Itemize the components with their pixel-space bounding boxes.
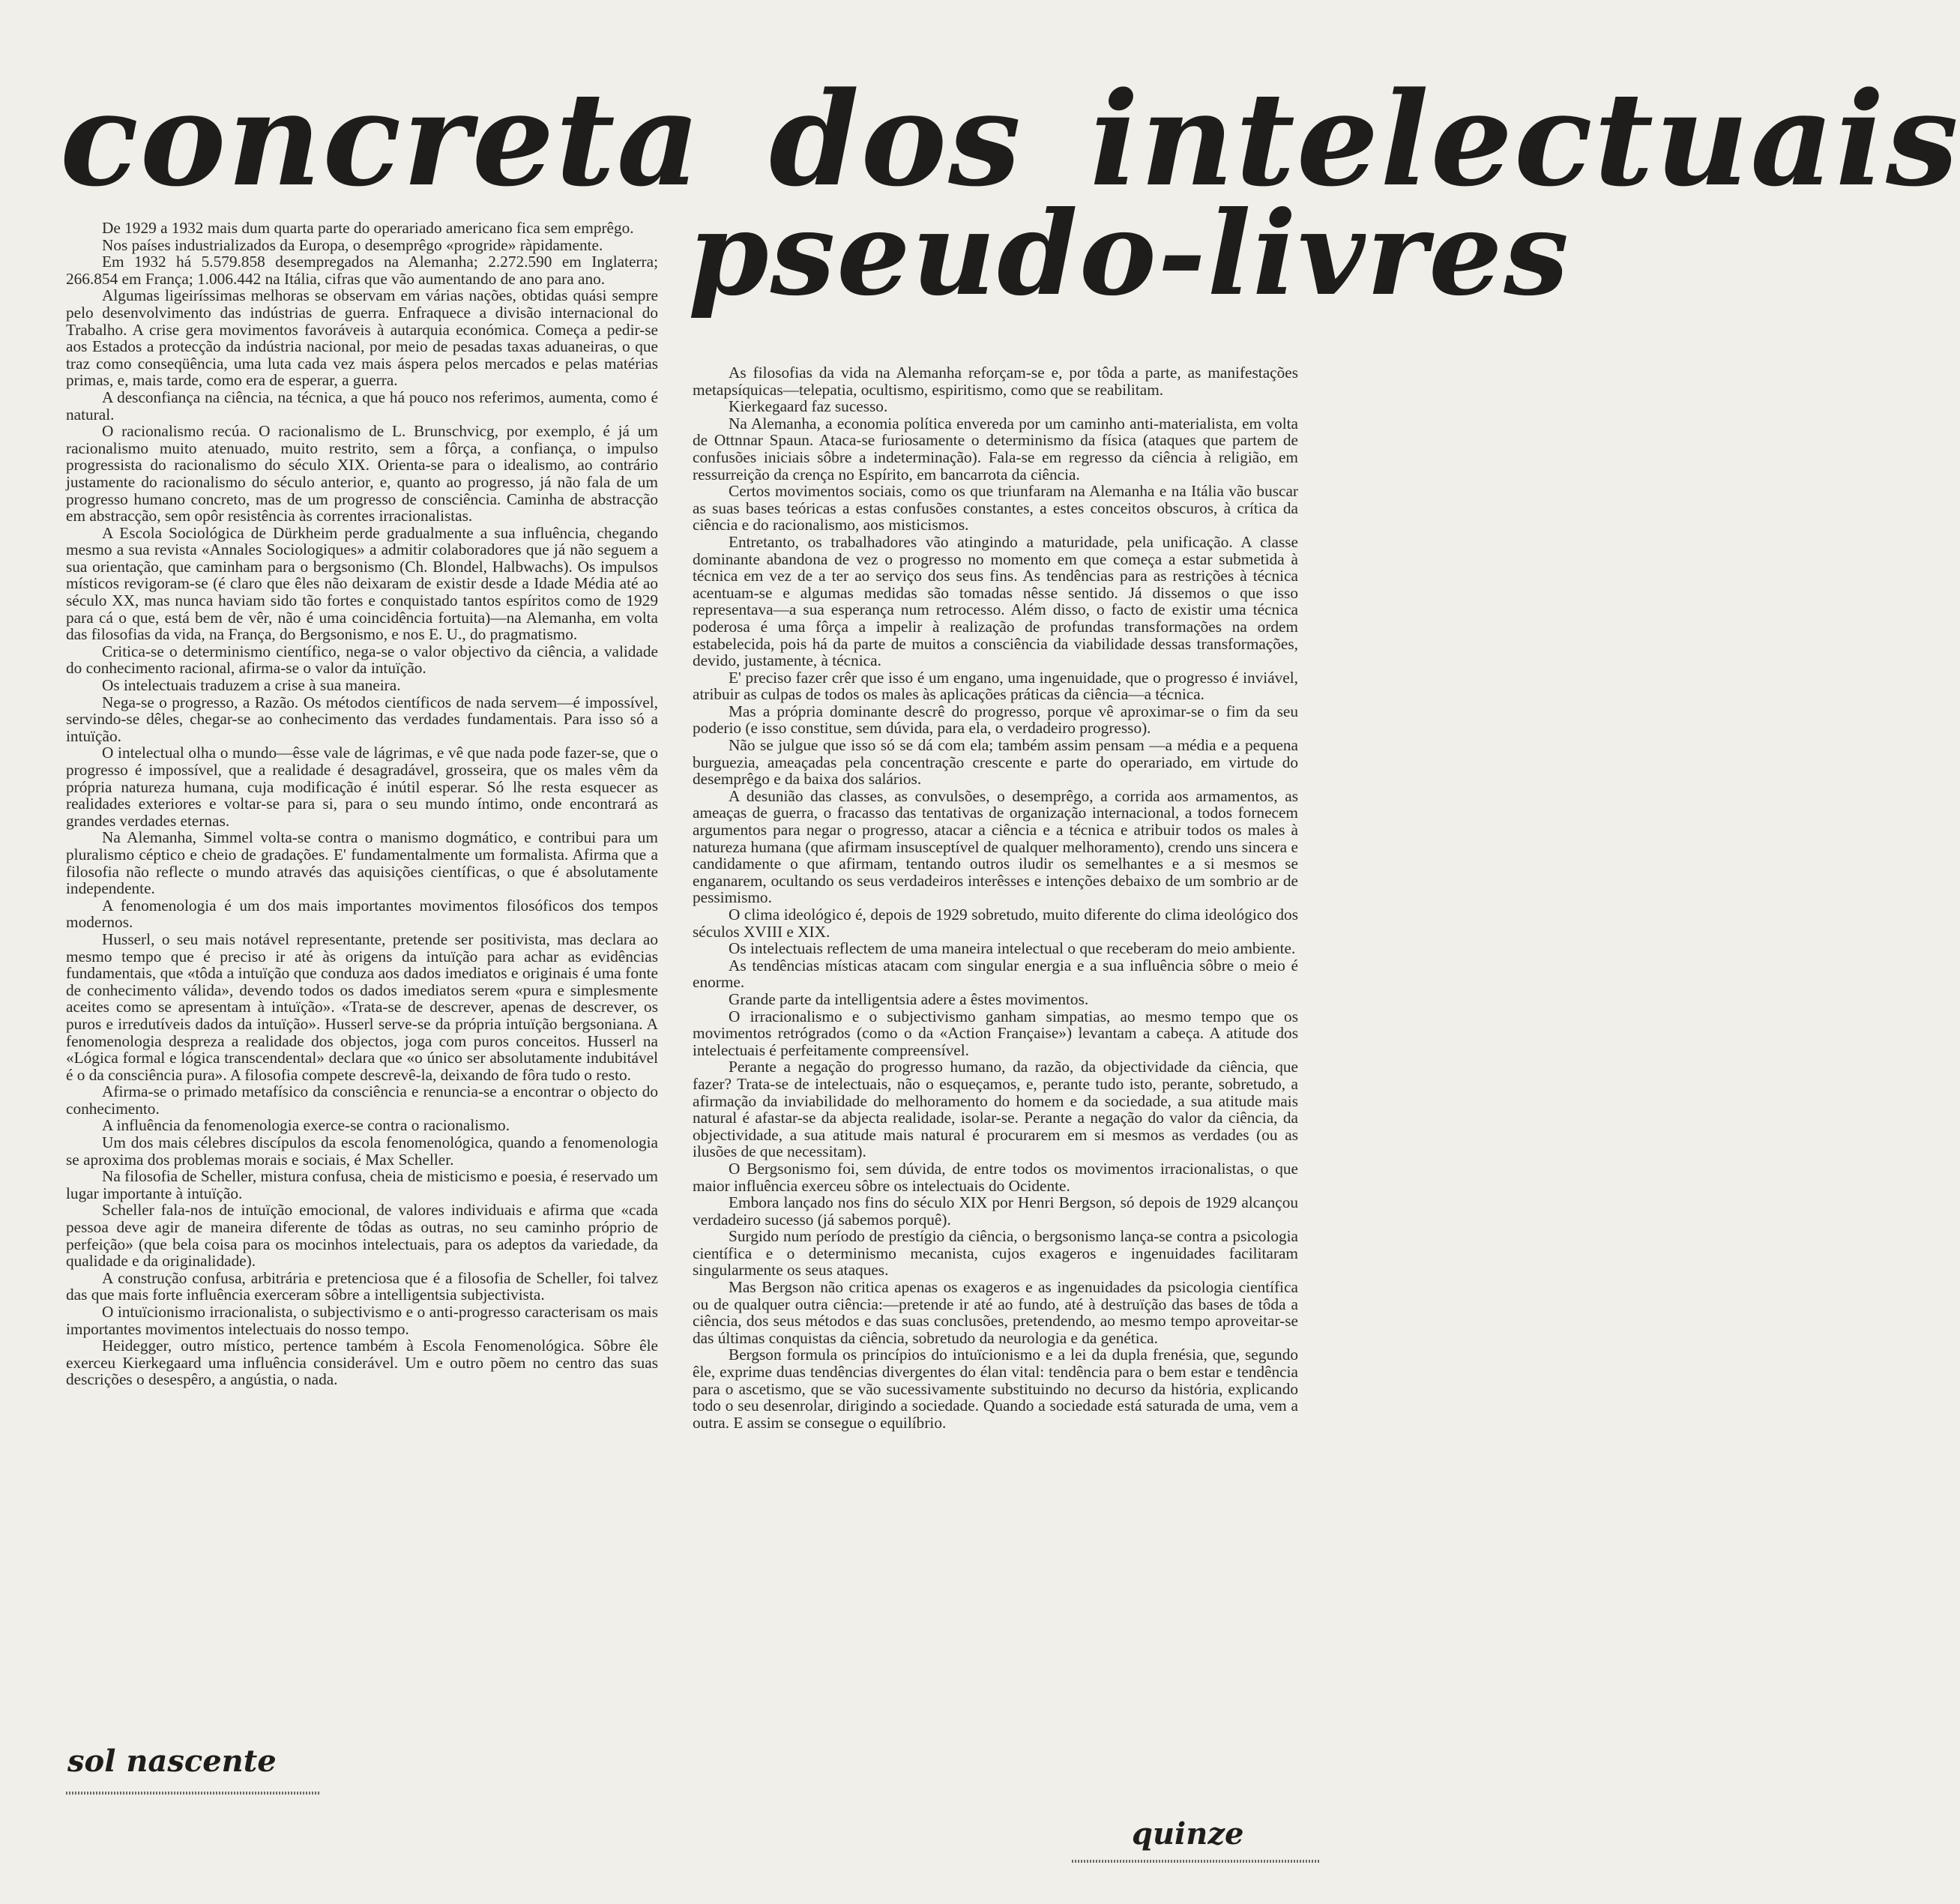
paragraph: Embora lançado nos fins do século XIX por Henri Bergson, só depois de 1929 alcançou verdadeiro sucesso (já sabemos porquê). <box>693 1193 1298 1229</box>
paragraph: As filosofias da vida na Alemanha reforçam-se e, por tôda a parte, as manifestações metapsíquicas—telepatia, ocultismo, espiritismo, como que se reabilitam. <box>693 364 1298 399</box>
paragraph: A influência da fenomenologia exerce-se contra o racionalismo. <box>102 1116 510 1135</box>
paragraph: Nos países industrializados da Europa, o desemprêgo «progride» ràpidamente. <box>102 235 603 254</box>
paragraph: Scheller fala-nos de intuïção emocional, de valores individuais e afirma que «cada pessoa deve agir de maneira diferente de tôdas as outras, no seu caminho próprio de perfeição» (que bela coisa para os mocinhos intelectuais, para os adeptos da variedade, da qualidade e da originalidade). <box>66 1201 658 1271</box>
paragraph: Os intelectuais reflectem de uma maneira intelectual o que receberam do meio ambiente. <box>729 939 1296 958</box>
paragraph: Grande parte da intelligentsia adere a êstes movimentos. <box>729 989 1089 1008</box>
footer-publication-name: sol nascente <box>67 1744 277 1779</box>
paragraph: Critica-se o determinismo científico, nega-se o valor objectivo da ciência, a validade do conhecimento racional, afirma-se o valor da intuïção. <box>66 642 658 678</box>
paragraph: O clima ideológico é, depois de 1929 sobretudo, muito diferente do clima ideológico dos séculos XVIII e XIX. <box>693 906 1298 941</box>
headline-word-3: intelectuais <box>1090 63 1960 215</box>
paragraph: Nega-se o progresso, a Razão. Os métodos científicos de nada servem—é impossível, servindo-se dêles, chegar-se ao conhecimento das verdades fundamentais. Para isso só a intuïção. <box>66 693 658 745</box>
paragraph: A fenomenologia é um dos mais importantes movimentos filosóficos dos tempos modernos. <box>66 896 658 932</box>
paragraph: Na Alemanha, Simmel volta-se contra o manismo dogmático, e contribui para um pluralismo céptico e cheio de gradações. E' fundamentalmente um formalista. Afirma que a filosofia não reflecte o mundo através das aquisições científicas, o que é absolutamente independente. <box>66 828 658 898</box>
footer-page-number: quinze <box>1132 1816 1244 1852</box>
paragraph: O irracionalismo e o subjectivismo ganham simpatias, ao mesmo tempo que os movimentos retrógrados (como o da «Action Française») levantam a cabeça. A atitude dos intelectuais é perfeitamente compreensível. <box>693 1007 1298 1059</box>
paragraph: Na filosofia de Scheller, mistura confusa, cheia de misticismo e poesia, é reservado um lugar importante à intuïção. <box>66 1167 658 1202</box>
paragraph: O Bergsonismo foi, sem dúvida, de entre todos os movimentos irracionalistas, o que maior influência exerceu sôbre os intelectuais do Ocidente. <box>693 1159 1298 1195</box>
paragraph: Kierkegaard faz sucesso. <box>729 397 888 416</box>
paragraph: E' preciso fazer crêr que isso é um engano, uma ingenuidade, que o progresso é inviável, atribuir as culpas de todos os males às aplicações práticas da ciência—a técnica. <box>693 668 1298 704</box>
paragraph: Em 1932 há 5.579.858 desempregados na Alemanha; 2.272.590 em Inglaterra; 266.854 em França; 1.006.442 na Itália, cifras que vão aumentando de ano para ano. <box>66 253 658 288</box>
paragraph: O intuïcionismo irracionalista, o subjectivismo e o anti-progresso caracterisam os mais importantes movimentos intelectuais do nosso tempo. <box>66 1303 658 1338</box>
paragraph: A Escola Sociológica de Dürkheim perde gradualmente a sua influência, chegando mesmo a sua revista «Annales Sociologiques» a admitir colaboradores que já não seguem a sua orientação, que caminham para o bergsonismo (Ch. Blondel, Halbwachs). Os impulsos místicos revigoram-se (é claro que êles não deixaram de existir desde a Idade Média até ao século XX, mas nunca haviam sido tão fortes e conquistado tantos espíritos como de 1929 para cá o que, está bem de vêr, não é uma coincidência fortuita)—na Alemanha, em volta das filosofias da vida, na França, do Bergsonismo, e nos E. U., do pragmatismo. <box>66 523 658 644</box>
paragraph: Na Alemanha, a economia política enveredа por um caminho anti-materialista, em volta de Ottnnar Spaun. Ataca-se furiosamente o determinismo da física (ataques que partem de confusões iniciais sôbre a indeterminação). Fala-se em regresso da ciência à religião, em ressurreição da crença no Espírito, em bancarrota da ciência. <box>693 414 1298 483</box>
paragraph: Um dos mais célebres discípulos da escola fenomenológica, quando a fenomenologia se aproxima dos problemas morais e sociais, é Max Scheller. <box>66 1133 658 1169</box>
paragraph: De 1929 a 1932 mais dum quarta parte do operariado americano fica sem emprêgo. <box>102 219 634 237</box>
paragraph: Bergson formula os princípios do intuïcionismo e a lei da dupla frenésia, que, segundo êle, exprime duas tendências divergentes do élan vital: tendência para o bem estar e tendência para o ascetismo, que se vão sucessivamente substituindo no decurso da história, explicando todo o seu desenrolar, dirigindo a sociedade. Quando a sociedade está saturada de uma, vem a outra. E assim se consegue o equilíbrio. <box>693 1346 1298 1432</box>
paragraph: Afirma-se o primado metafísico da consciência e renuncia-se a encontrar o objecto do conhecimento. <box>66 1082 658 1118</box>
paragraph: Mas a própria dominante descrê do progresso, porque vê aproximar-se o fim da seu poderio (e isso constitue, sem dúvida, para ela, o verdadeiro progresso). <box>693 702 1298 738</box>
paragraph: Certos movimentos sociais, como os que triunfaram na Alemanha e na Itália vão buscar as suas bases teóricas a estas confusões constantes, a estes conceitos obscuros, à crítica da ciência e do racionalismo, aos misticismos. <box>693 482 1298 534</box>
paragraph: O intelectual olha o mundo—êsse vale de lágrimas, e vê que nada pode fazer-se, que o progresso é impossível, que a realidade é desagradável, grosseira, que os males vêm da própria natureza humana, cuja modificação é inútil esperar. Só lhe resta esquecer as realidades exteriores e voltar-se para si, para o seu mundo íntimo, onde encontrará as grandes verdades eternas. <box>66 744 658 830</box>
paragraph: Mas Bergson não critica apenas os exageros e as ingenuidades da psicologia científica ou de qualquer outra ciência:—pretende ir até ao fundo, até à destruïção das bases de tôda a ciência, dos seus métodos e das suas conclusões, pretendendo, ao mesmo tempo aproveitar-se das últimas conquistas da ciência, sobretudo da neurologia e da genética. <box>693 1278 1298 1347</box>
paragraph: Husserl, o seu mais notável representante, pretende ser positivista, mas declara ao mesmo tempo que é preciso ir até às origens da intuïção para achar as evidências fundamentais, que «tôda a intuïção que conduza aos dados imediatos e originais é uma fonte de conhecimento válida», devendo todos os dados imediatos serem «pura e simplesmente aceites como se apresentam à intuïção». «Trata-se de descrever, apenas de descrever, os puros e irredutíveis dados da intuïção». Husserl serve-se da própria intuïção bergsoniana. A fenomenologia despreza a realidade dos objectos, joga com puros conceitos. Husserl na «Lógica formal e lógica transcendental» declara que «o único ser absolutamente indubitável é o da consciência pura». A filosofia compete descrevê-la, deixando de fôra tudo o resto. <box>66 930 658 1084</box>
headline-word-2: dos <box>769 63 1023 215</box>
footer-rule-left <box>66 1792 321 1795</box>
paragraph: Perante a negação do progresso humano, da razão, da objectividade da ciência, que fazer? Trata-se de intelectuais, não o esqueçamos, e, perante tudo isto, perante, sobretudo, a afirmação da inviabilidade do melhoramento do homem e da sociedade, a sua atitude mais natural é afastar-se da abjecta realidade, isolar-se. Perante a negação do valor da ciência, da objectividade, a sua atitude mais natural é procurarem em si mesmos as verdades (ou as ilusões de que necessitam). <box>693 1058 1298 1161</box>
headline-line-2: pseudo-livres <box>688 186 1570 322</box>
footer-rule-right <box>1072 1860 1319 1863</box>
paragraph: A desconfiança na ciência, na técnica, a que há pouco nos referimos, aumenta, como é natural. <box>66 388 658 424</box>
headline-word-1: concreta <box>60 63 702 215</box>
paragraph: As tendências místicas atacam com singular energia e a sua influência sôbre o meio é enorme. <box>693 956 1298 992</box>
article-column-right <box>693 364 1298 1745</box>
paragraph: Surgido num período de prestígio da ciência, o bergsonismo lança-se contra a psicologia científica e o determinismo mecanista, cujos exageros e ingenuidades facilitaram singularmente os seus ataques. <box>693 1227 1298 1280</box>
paragraph: A construção confusa, arbitrária e pretenciosa que é a filosofia de Scheller, foi talvez das que mais forte influência exerceram sôbre a intelligentsia subjectivista. <box>66 1268 658 1304</box>
paragraph: Algumas ligeiríssimas melhoras se observam em várias nações, obtidas quási sempre pelo desenvolvimento das indústrias de guerra. Enfraquece a divisão internacional do Trabalho. A crise gera movimentos favoráveis à autarquia económica. Começa a pedir-se aos Estados a protecção da indústria nacional, por meio de pesadas taxas aduaneiras, o que traz como conseqüência, uma luta cada vez mais áspera pelos mercados e pelas matérias primas, e, mais tarde, como era de esperar, a guerra. <box>66 286 658 390</box>
paragraph: Entretanto, os trabalhadores vão atingindo a maturidade, pela unificação. A classe dominante abandona de vez o progresso no momento em que começa a estar submetida à técnica em vez de a ter ao serviço dos seus fins. As tendências para as restrições à técnica acentuam-se e algumas medidas são tomadas nêsse sentido. Já dissemos o que isso representava—a sua esperança num retrocesso. Além disso, o facto de existir uma técnica poderosa é uma fôrça a impelir à realização de profundas transformações na ordem estabelecida, pois há da parte de muitos a consciência da viabilidade dessas transformações, devido, justamente, à técnica. <box>693 532 1298 670</box>
paragraph: O racionalismo recúa. O racionalismo de L. Brunschvicg, por exemplo, é já um racionalismo muito atenuado, muito restrito, sem a fôrça, a confiança, o impulso progressista do racionalismo do século XIX. Orienta-se para o idealismo, ao contrário justamente do racionalismo do século anterior, e, quanto ao progresso, já não fala de um progresso humano concreto, mas de um progresso de consciência. Caminha de abstracção em abstracção, sem opôr resistência às correntes irracionalistas. <box>66 422 658 525</box>
article-column-left <box>66 220 658 1711</box>
headline-line-1 <box>60 63 1960 215</box>
paragraph: Não se julgue que isso só se dá com ela; também assim pensam —a média e a pequena burguezia, ameaçadas pela concentração crescente e parte do operariado, em virtude do desemprêgo e da baixa dos salários. <box>693 736 1298 789</box>
paragraph: Os intelectuais traduzem a crise à sua maneira. <box>102 676 401 695</box>
paragraph: A desunião das classes, as convulsões, o desemprêgo, a corrida aos armamentos, as ameaças de guerra, o fracasso das tentativas de organização internacional, a todos fornecem argumentos para negar o progresso, atacar a ciência e a técnica e atribuir todos os males à natureza humana (que afirmam insusceptível de qualquer melhoramento), crendo uns sincera e candidamente o que afirmam, tentando outros iludir os semelhantes e a si mesmos se enganarem, ocultando os seus verdadeiros interêsses e intenções debaixo de um sombrio ar de pessimismo. <box>693 786 1298 907</box>
paragraph: Heidegger, outro místico, pertence também à Escola Fenomenológica. Sôbre êle exerceu Kierkegaard uma influência considerável. Um e outro põem no centro das suas descrições o desespêro, a angústia, o nada. <box>66 1337 658 1389</box>
